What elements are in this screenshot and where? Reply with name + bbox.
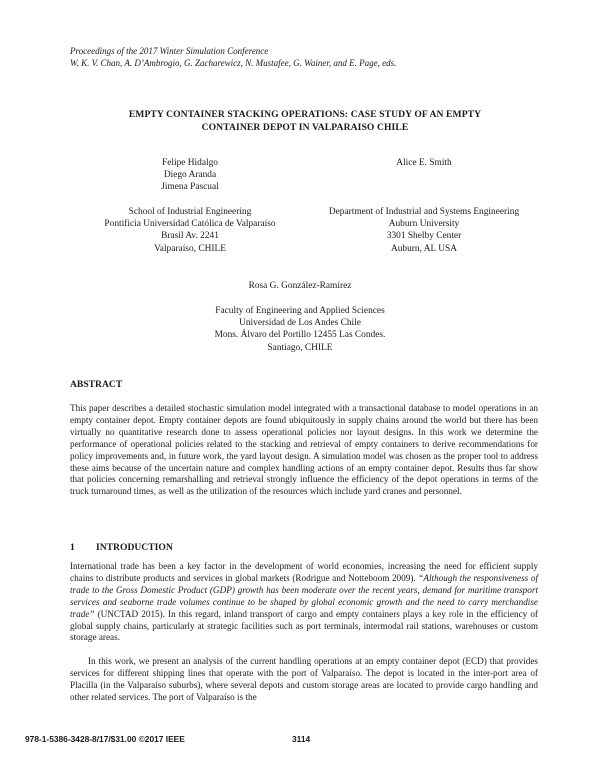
affiliation-line: Brasil Av. 2241 [161,231,219,242]
author-name: Felipe Hidalgo [162,158,218,168]
title-line-1: EMPTY CONTAINER STACKING OPERATIONS: CASE STUDY OF AN EMPTY [128,109,482,120]
affiliation-line: Valparaíso, CHILE [154,243,226,254]
affiliation-line: School of Industrial Engineering [128,207,252,217]
center-affiliation [180,305,420,354]
affiliation-line: Universidad de Los Andes Chile [239,318,361,329]
conference-name: Proceedings of the 2017 Winter Simulation Conference [70,46,269,56]
intro-text: International trade has been a key factor in the development of world economies, increasing the need for efficient supply chains to distribute products and services in global markets (Rodrigue and Notteboom 2009). [70,561,538,583]
affiliation-line: Auburn, AL USA [390,243,458,254]
right-affiliation [304,206,544,255]
isbn-footer: 978-1-5386-3428-8/17/$31.00 ©2017 IEEE [25,734,185,744]
affiliation-line: Auburn University [388,219,460,230]
author-name: Alice E. Smith [396,158,452,168]
affiliation-line: Department of Industrial and Systems Engineering [328,207,520,217]
paper-title [70,109,540,134]
author-name: Jimena Pascual [161,182,219,193]
affiliation-line: Pontificia Universidad Católica de Valparaíso [104,219,276,230]
affiliation-line: 3301 Shelby Center [386,231,462,242]
title-line-2: CONTAINER DEPOT IN VALPARAISO CHILE [201,121,409,133]
center-author-name: Rosa G. González-Ramírez [248,281,352,291]
right-author-names [354,157,494,169]
abstract-heading: ABSTRACT [70,379,123,390]
section-heading: INTRODUCTION [96,542,173,553]
intro-paragraph-1 [70,561,538,644]
page-number: 3114 [292,734,311,744]
affiliation-line: Santiago, CHILE [267,342,333,353]
left-affiliation [80,206,300,255]
intro-text-continued: (UNCTAD 2015). In this regard, inland transport of cargo and empty containers plays a key role in the efficiency of global supply chains, particularly at strategic facilities such as port terminals, intermodal rail stations, warehouses or custom storage areas. [70,608,538,643]
affiliation-line: Faculty of Engineering and Applied Sciences [215,306,385,316]
editors-line: W. K. V. Chan, A. D’Ambrogio, G. Zacharewicz, N. Mustafee, G. Wainer, and E. Page, eds. [70,58,397,68]
abstract-text: This paper describes a detailed stochastic simulation model integrated with a transactional database to model operations in an empty container depot. Empty container depots are found ubiquitously in supply chains around the world but there has been virtually no quantitative research done to assess operational policies nor layout designs. In this work we determine the performance of operational policies related to the stacking and retrieval of empty containers to derive recommendations for policy improvements and, in future work, the yard layout design. A simulation model was chosen as the proper tool to address these aims because of the uncertain nature and complex handling actions of an empty container depot. Results thus far show that policies concerning remarshalling and retrieval strongly influence the efficiency of the depot operations in terms of the truck turnaround times, as well as the utilization of the resources which include yard cranes and personnel. [70,403,538,497]
left-author-names [120,157,260,194]
author-name: Diego Aranda [163,170,217,181]
section-number: 1 [70,542,75,553]
affiliation-line: Mons. Álvaro del Portillo 12455 Las Condes. [214,330,386,341]
intro-paragraph-2: In this work, we present an analysis of the current handling operations at an empty container depot (ECD) that provides services for different shipping lines that operate with the port of Valparaíso. The depot is located in the inter-port area of Placilla (in the Valparaíso suburbs), where several depots and custom storage areas are located to provide cargo handling and other related services. The port of Valparaíso is the [70,656,538,702]
intro-quote: “Although the responsiveness of trade to the Gross Domestic Product (GDP) growth has been moderate over the recent years, demand for maritime transport services and seaborne trade volumes continue to be shaped by global economic growth and the need to carry merchandise trade” [70,572,538,619]
